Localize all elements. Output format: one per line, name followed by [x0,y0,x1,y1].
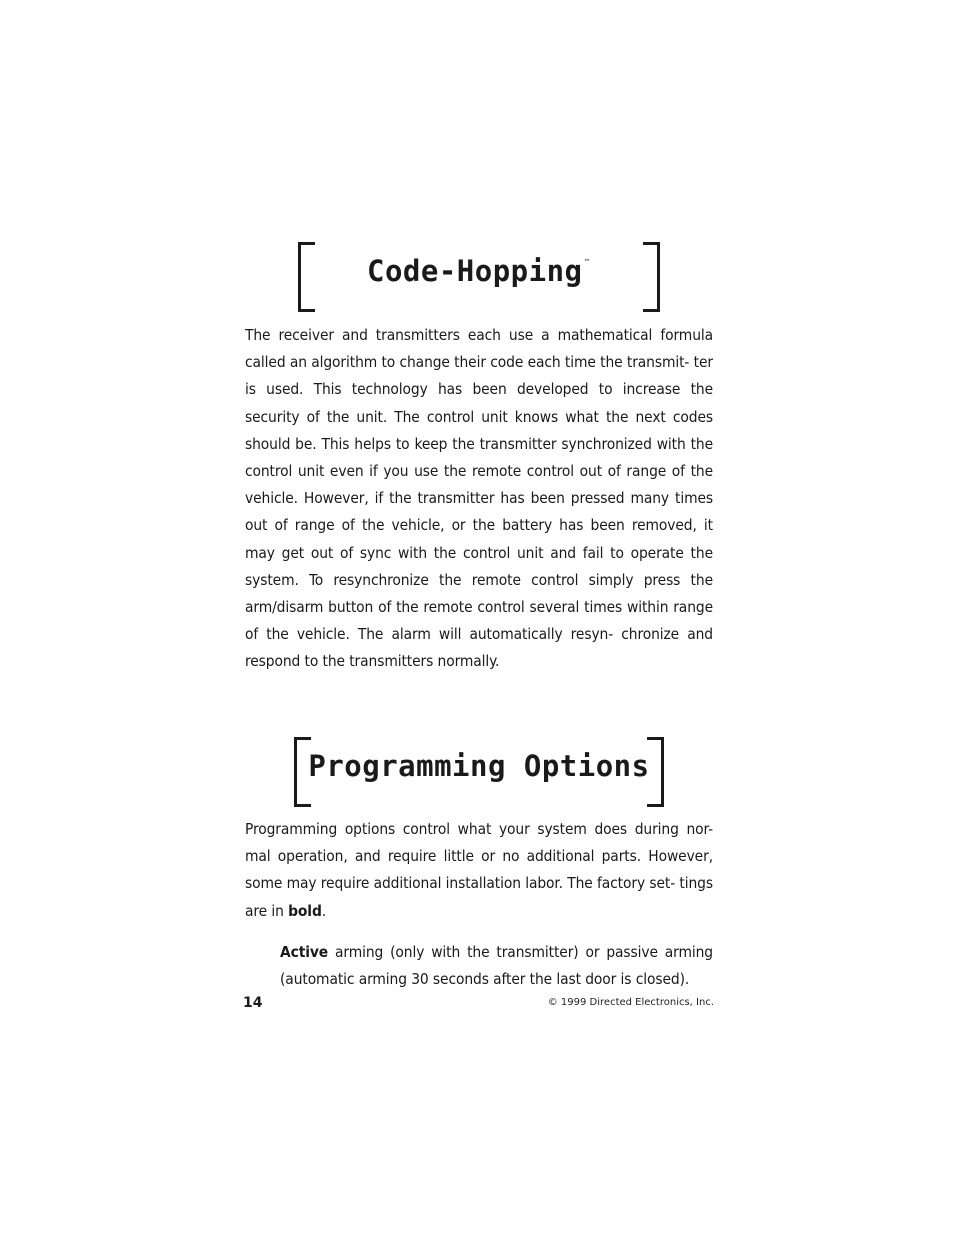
option-description: arming (only with the transmitter) or passive arming (automatic arming 30 seconds after the last door is closed). [280,943,714,989]
trademark-symbol: ™ [583,258,591,266]
page-number: 14 [243,995,263,1011]
right-bracket [647,737,664,807]
option-active-arming [280,939,713,993]
programming-options-paragraph [245,816,713,925]
intro-text: Programming options control what your system does during nor- mal operation, and require little or no additional parts. However, some may require additional installation labor. The factory set- tings are in [245,820,713,920]
section-title: Programming Options [308,749,650,783]
bold-keyword: bold [288,901,322,920]
code-hopping-paragraph: The receiver and transmitters each use a mathematical formula called an algorithm to change their code each time the transmit- ter is used. This technology has been developed to increase the security of the unit. The control unit knows what the next codes should be. This helps to keep the transmitter synchronized with the control unit even if you use the remote control out of range of the vehicle. However, if the transmitter has been pressed many times out of range of the vehicle, or the battery has been removed, it may get out of sync with the control unit and fail to operate the system. To resynchronize the remote control simply press the arm/disarm button of the remote control several times within range of the vehicle. The alarm will automatically resyn- chronize and respond to the transmitters normally. [245,326,713,671]
option-name: Active [280,943,329,961]
sentence-end: . [321,901,327,920]
copyright-notice: © 1999 Directed Electronics, Inc. [547,997,714,1008]
programming-options-heading [294,737,664,805]
section-title-text: Code-Hopping [366,254,583,288]
right-bracket [643,242,660,312]
code-hopping-heading [298,242,660,310]
section-title [298,254,660,288]
